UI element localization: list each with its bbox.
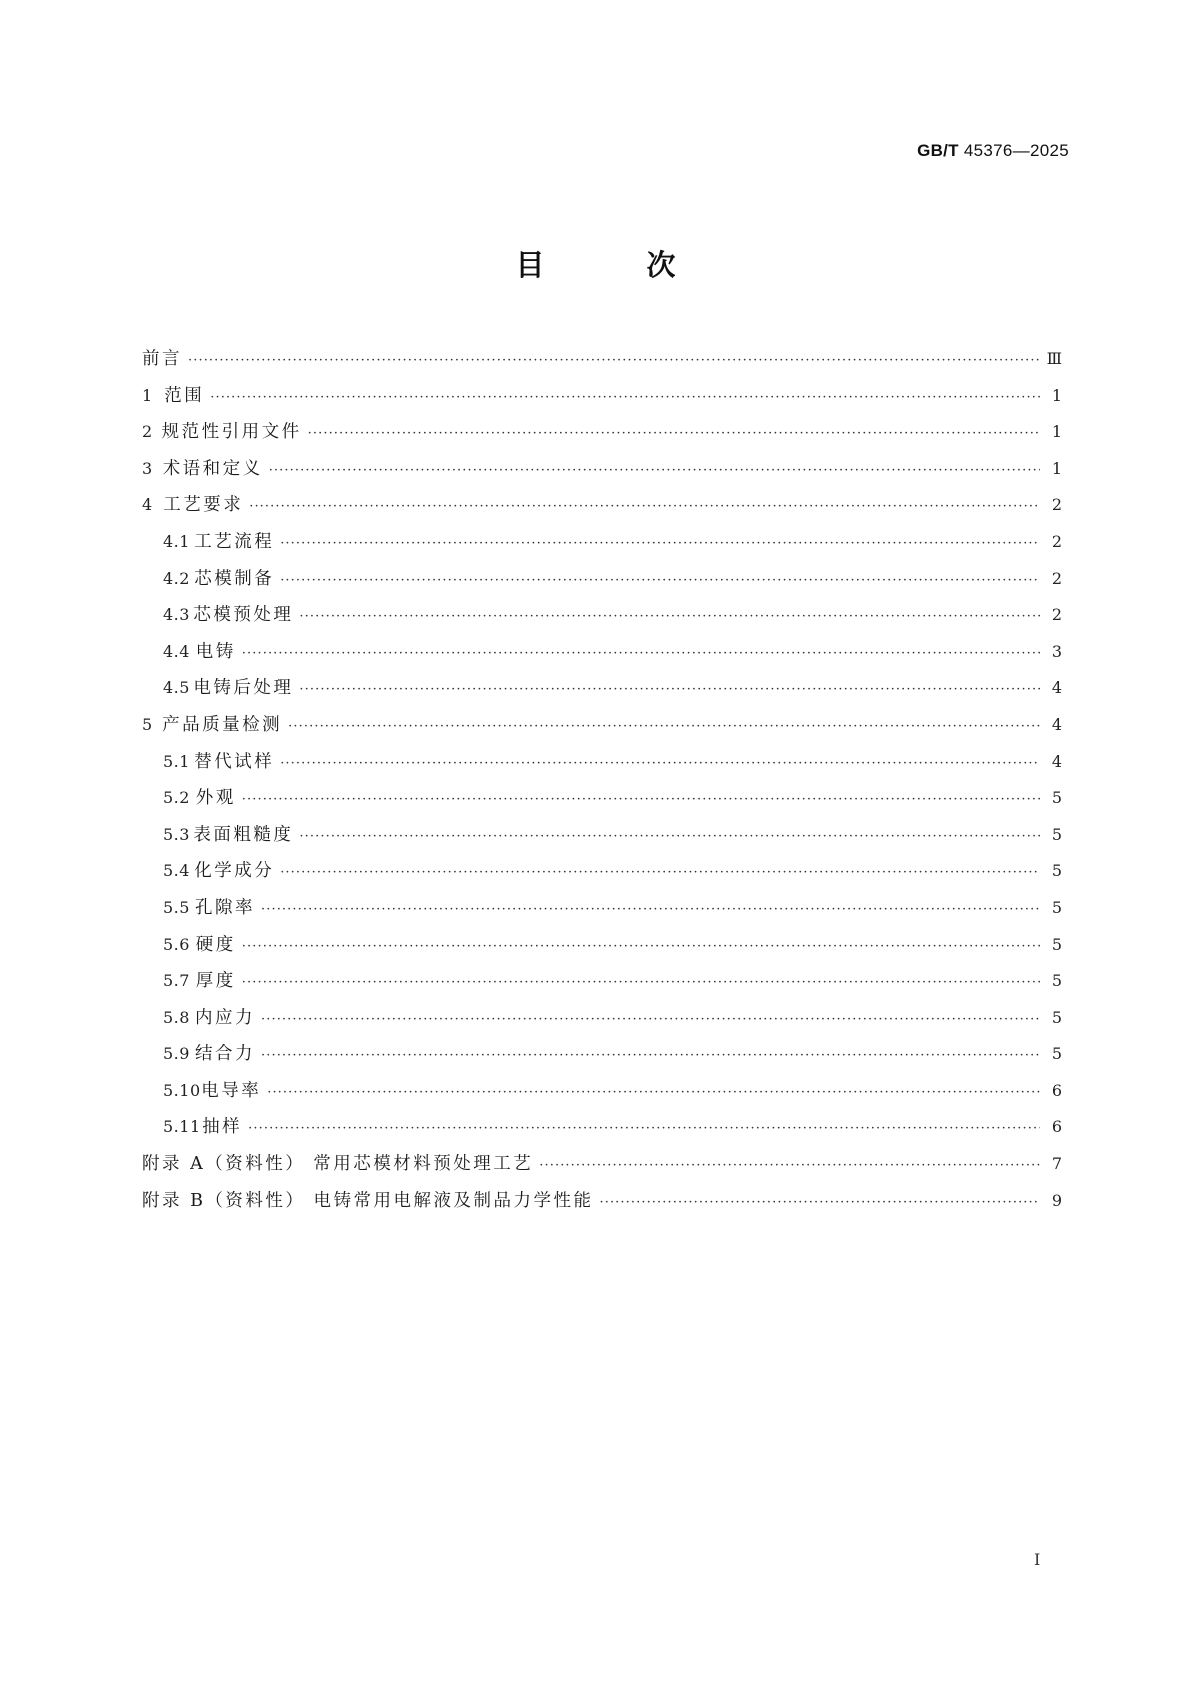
toc-entry-number: 5 (142, 714, 153, 734)
toc-leader-dots (299, 819, 1040, 856)
toc-entry-page: 1 (1051, 458, 1062, 478)
toc-entry-number: 5.3 (163, 824, 190, 844)
table-of-contents (142, 341, 1062, 1219)
toc-entry[interactable] (142, 927, 1062, 964)
toc-entry[interactable] (142, 1146, 1062, 1183)
toc-entry[interactable] (142, 817, 1062, 854)
toc-entry-page: 4 (1051, 714, 1062, 734)
toc-entry[interactable] (142, 780, 1062, 817)
toc-entry-number: 5.6 (163, 934, 190, 954)
toc-leader-dots (280, 526, 1040, 563)
toc-entry[interactable] (142, 414, 1062, 451)
toc-entry-number: 5.5 (163, 897, 190, 917)
toc-entry-number: 4.4 (163, 641, 190, 661)
standard-code (917, 141, 1069, 161)
toc-entry-page: 7 (1051, 1154, 1062, 1174)
standard-prefix: GB/T (917, 141, 959, 160)
toc-entry-page: 1 (1051, 422, 1062, 442)
toc-entry-page: 5 (1051, 788, 1062, 808)
toc-entry-label: 规范性引用文件 (161, 422, 302, 443)
toc-leader-dots (242, 929, 1040, 966)
page-number: Ⅰ (1034, 1550, 1041, 1569)
toc-entry-page: 6 (1051, 1117, 1062, 1137)
toc-entry-number: 5.1 (163, 751, 190, 771)
toc-entry-number: 1 (142, 385, 153, 405)
toc-entry-number: 5.9 (163, 1044, 190, 1064)
toc-entry[interactable] (142, 890, 1062, 927)
toc-entry-label: 表面粗糙度 (193, 824, 294, 845)
toc-entry-label: 电铸 (195, 641, 236, 662)
toc-entry-page: 9 (1051, 1190, 1062, 1210)
toc-entry-page: Ⅲ (1046, 349, 1062, 368)
toc-entry-label: 抽样 (202, 1117, 243, 1138)
toc-entry-page: 5 (1051, 861, 1062, 881)
toc-entry-label: 内应力 (195, 1007, 255, 1028)
toc-entry-label: 电铸后处理 (193, 678, 294, 699)
toc-entry-page: 1 (1051, 385, 1062, 405)
toc-leader-dots (242, 965, 1040, 1002)
toc-leader-dots (288, 709, 1040, 746)
toc-leader-dots (261, 892, 1040, 929)
toc-entry[interactable] (142, 524, 1062, 561)
toc-leader-dots (188, 343, 1040, 380)
toc-entry-number: 4 (142, 495, 153, 515)
toc-leader-dots (242, 782, 1040, 819)
toc-entry[interactable] (142, 744, 1062, 781)
toc-entry-number: 4.1 (163, 531, 190, 551)
toc-entry-number: 5.7 (163, 971, 190, 991)
toc-entry[interactable] (142, 341, 1062, 378)
toc-entry-page: 5 (1051, 897, 1062, 917)
toc-entry-label: 前言 (142, 349, 182, 369)
toc-entry-page: 5 (1051, 1007, 1062, 1027)
toc-entry[interactable] (142, 1183, 1062, 1220)
toc-entry-number: 5.4 (163, 861, 190, 881)
toc-leader-dots (299, 672, 1040, 709)
toc-entry[interactable] (142, 853, 1062, 890)
toc-entry-number: 5.11 (163, 1117, 201, 1137)
toc-entry-page: 5 (1051, 1044, 1062, 1064)
toc-entry-label: 化学成分 (194, 861, 275, 882)
toc-leader-dots (269, 453, 1040, 490)
toc-entry-label: 厚度 (195, 971, 236, 992)
toc-entry-number: 4.2 (163, 568, 190, 588)
toc-entry-page: 4 (1051, 678, 1062, 698)
toc-leader-dots (210, 380, 1040, 417)
toc-entry-label: 硬度 (195, 934, 236, 955)
toc-entry[interactable] (142, 378, 1062, 415)
toc-entry-label: 产品质量检测 (162, 714, 283, 735)
toc-entry-label: 工艺要求 (163, 495, 244, 516)
toc-leader-dots (248, 1111, 1040, 1148)
toc-leader-dots (249, 489, 1040, 526)
toc-leader-dots (308, 416, 1040, 453)
page-title: 目 次 (515, 248, 722, 282)
standard-number: 45376—2025 (963, 141, 1069, 160)
toc-leader-dots (261, 1038, 1040, 1075)
toc-entry-label: 芯模制备 (194, 568, 275, 589)
toc-entry-number: 4.3 (163, 605, 190, 625)
toc-leader-dots (261, 1002, 1040, 1039)
toc-entry-number: 3 (142, 458, 153, 478)
toc-entry[interactable] (142, 451, 1062, 488)
toc-entry-label: 术语和定义 (162, 458, 263, 479)
toc-entry-label: 附录 B（资料性） 电铸常用电解液及制品力学性能 (142, 1190, 594, 1211)
toc-entry[interactable] (142, 597, 1062, 634)
toc-leader-dots (267, 1075, 1040, 1112)
toc-leader-dots (280, 855, 1040, 892)
toc-entry-number: 5.8 (163, 1007, 190, 1027)
toc-entry[interactable] (142, 1036, 1062, 1073)
toc-entry-number: 5.2 (163, 788, 190, 808)
toc-entry-number: 5.10 (163, 1080, 201, 1100)
toc-entry[interactable] (142, 963, 1062, 1000)
toc-entry-page: 2 (1051, 495, 1062, 515)
toc-entry-label: 工艺流程 (194, 531, 275, 552)
toc-entry-label: 芯模预处理 (193, 605, 294, 626)
toc-entry-number: 2 (142, 422, 153, 442)
toc-entry-page: 2 (1051, 568, 1062, 588)
toc-entry-page: 5 (1051, 971, 1062, 991)
toc-leader-dots (280, 746, 1040, 783)
toc-entry-label: 附录 A（资料性） 常用芯模材料预处理工艺 (142, 1154, 534, 1175)
toc-entry[interactable] (142, 1109, 1062, 1146)
toc-entry[interactable] (142, 561, 1062, 598)
toc-entry-label: 外观 (195, 788, 236, 809)
toc-entry[interactable] (142, 707, 1062, 744)
toc-entry-page: 3 (1051, 641, 1062, 661)
toc-leader-dots (280, 563, 1040, 600)
toc-entry-label: 电导率 (201, 1080, 262, 1101)
toc-entry-label: 孔隙率 (195, 897, 255, 918)
toc-entry[interactable] (142, 1000, 1062, 1037)
toc-entry[interactable] (142, 670, 1062, 707)
toc-entry-label: 结合力 (195, 1044, 255, 1065)
toc-leader-dots (299, 599, 1040, 636)
toc-entry-page: 2 (1051, 605, 1062, 625)
toc-entry-page: 6 (1051, 1080, 1062, 1100)
toc-entry-page: 4 (1051, 751, 1062, 771)
toc-leader-dots (539, 1148, 1040, 1185)
toc-entry-page: 2 (1051, 531, 1062, 551)
toc-entry-page: 5 (1051, 824, 1062, 844)
toc-entry-label: 替代试样 (194, 751, 275, 772)
toc-entry-label: 范围 (164, 385, 205, 406)
toc-entry[interactable] (142, 634, 1062, 671)
toc-entry-page: 5 (1051, 934, 1062, 954)
toc-entry[interactable] (142, 1073, 1062, 1110)
toc-entry-number: 4.5 (163, 678, 190, 698)
toc-leader-dots (242, 636, 1040, 673)
toc-entry[interactable] (142, 487, 1062, 524)
toc-leader-dots (599, 1185, 1040, 1222)
